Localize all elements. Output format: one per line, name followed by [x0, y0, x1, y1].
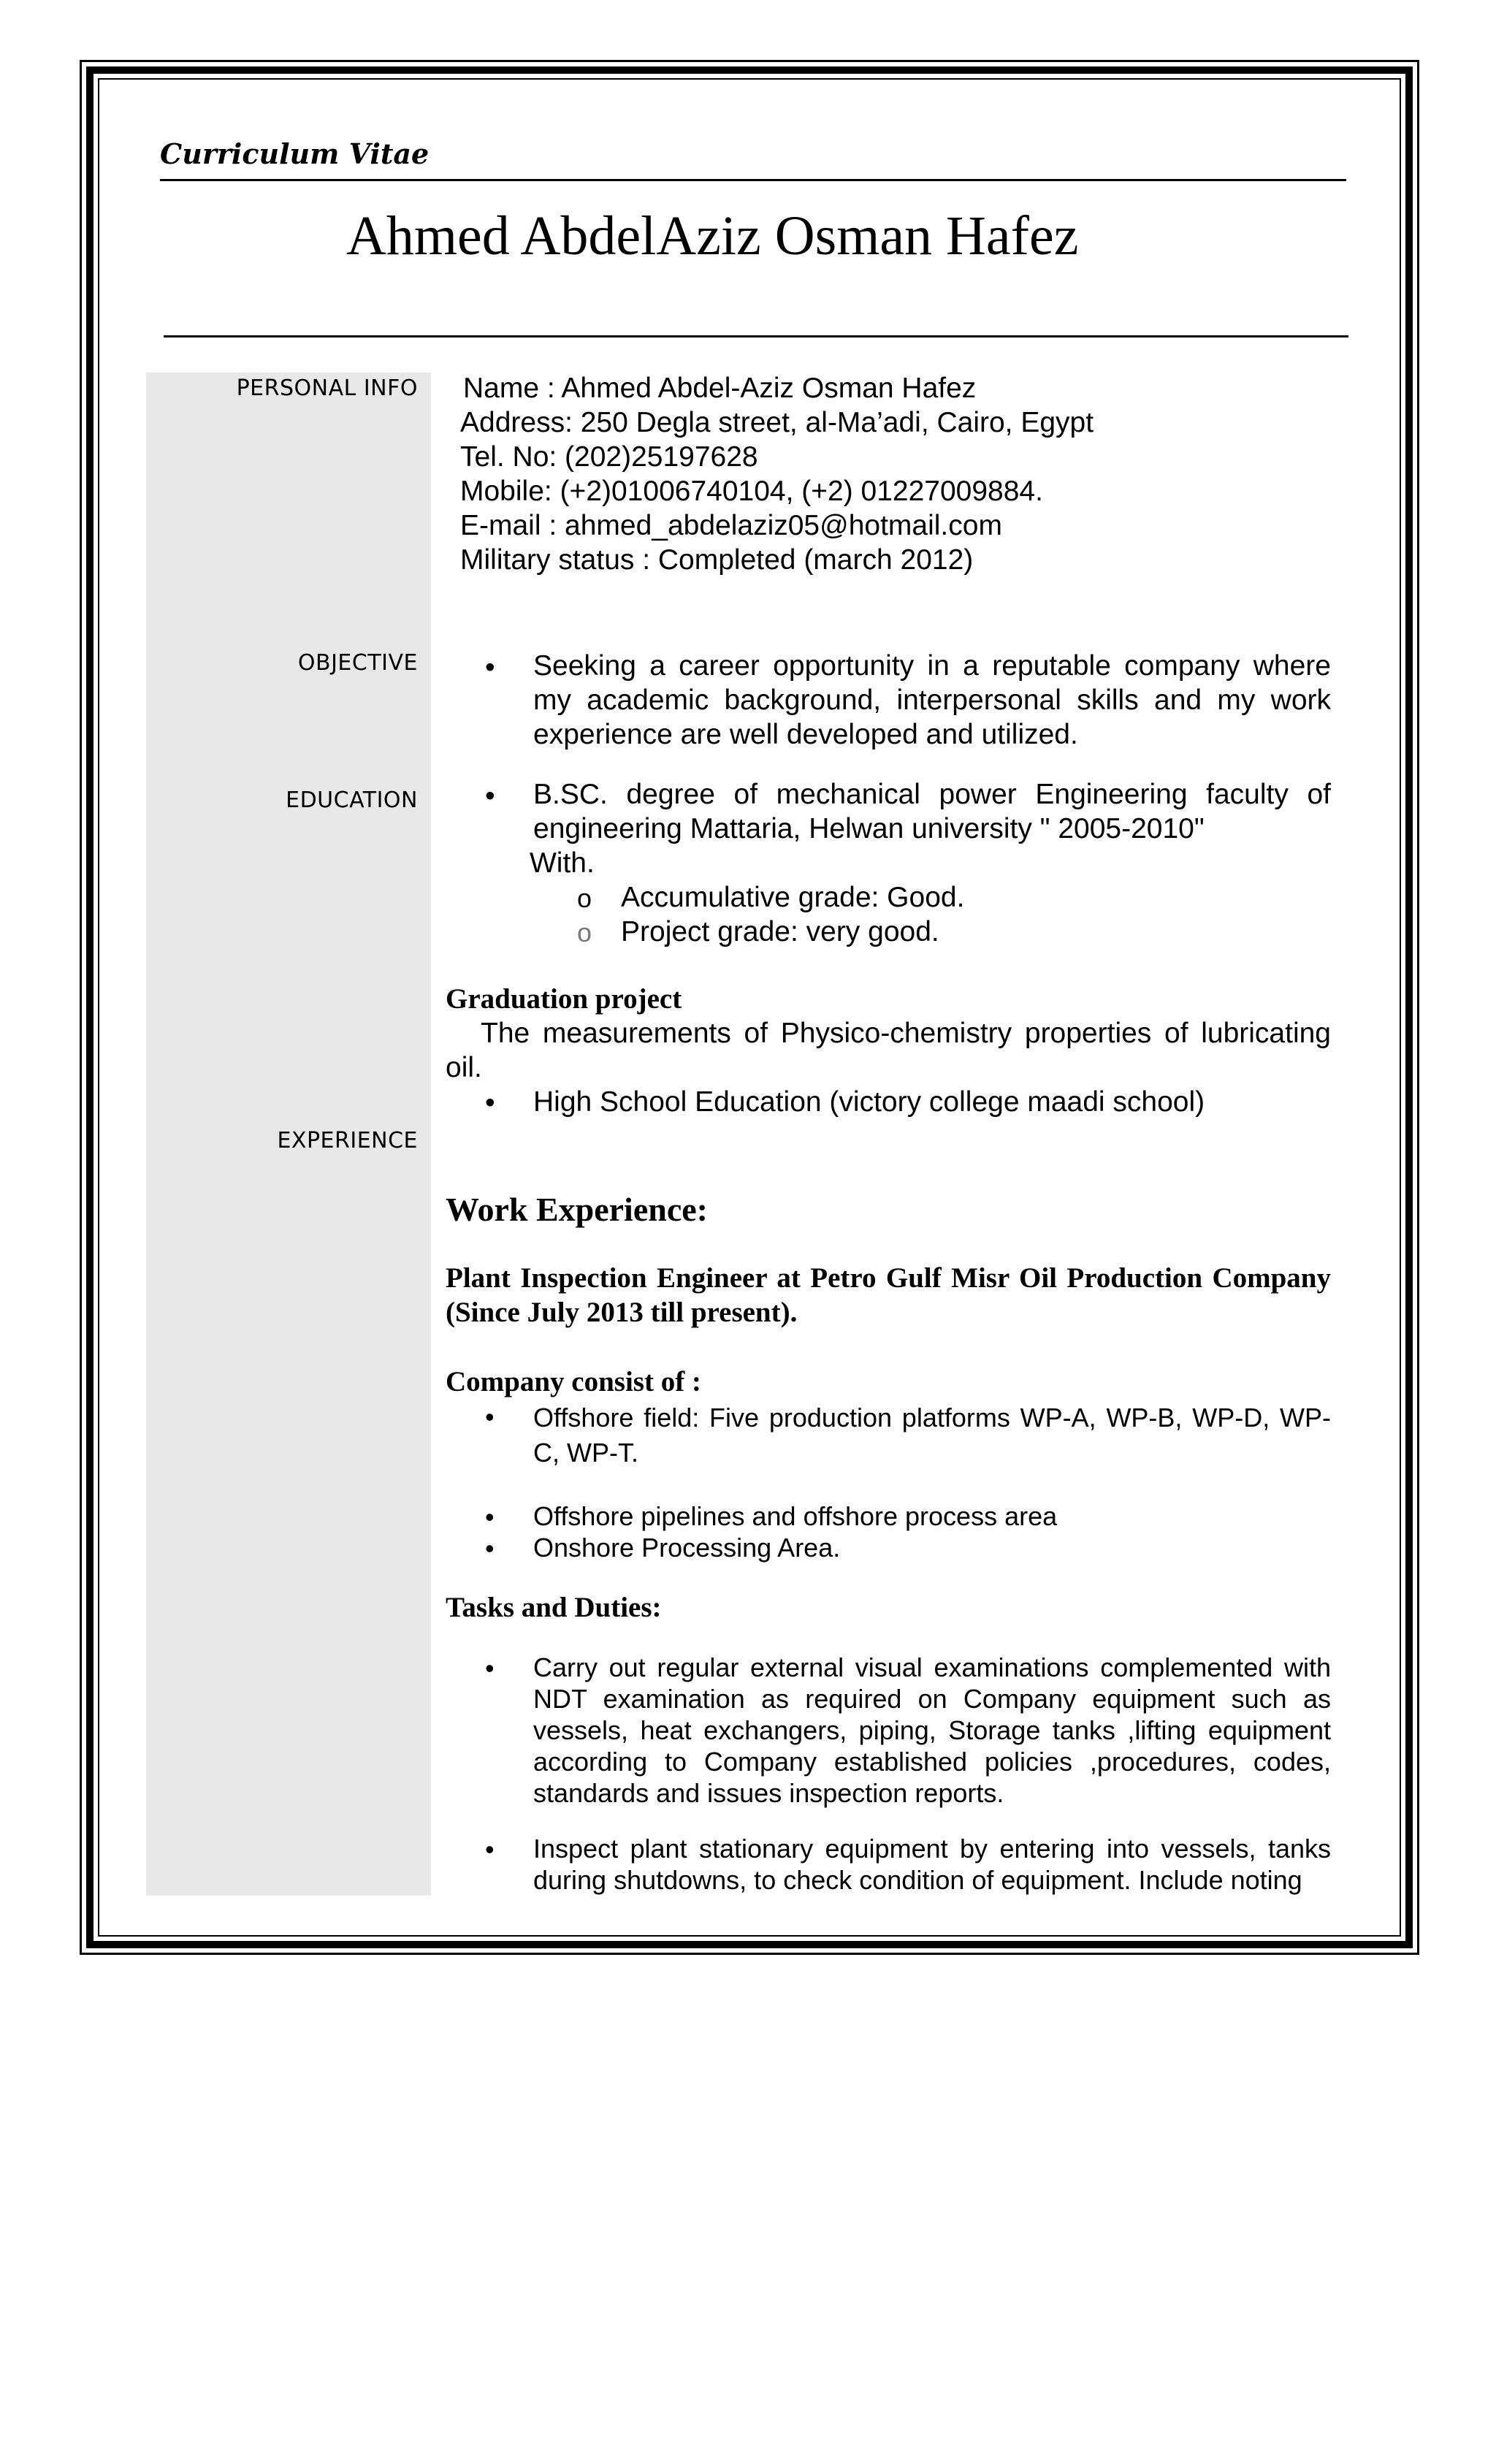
section-label-education: EDUCATION [286, 787, 418, 813]
company-bullet-1: • [485, 1402, 495, 1432]
cv-label: Curriculum Vitae [160, 137, 430, 170]
graduation-project-text: The measurements of Physico-chemistry properties of lubricating oil. [446, 1018, 1331, 1083]
header-rule-top [160, 179, 1346, 181]
full-name-title: Ahmed AbdelAziz Osman Hafez [346, 205, 1079, 267]
section-label-objective: OBJECTIVE [297, 650, 418, 676]
job-title: Plant Inspection Engineer at Petro Gulf Misr Oil Production Company (Since July 2013 till present). [446, 1262, 1331, 1328]
accumulative-grade: Accumulative grade: Good. [621, 882, 965, 913]
task-bullet-1: • [485, 1653, 495, 1683]
task-bullet-2: • [485, 1834, 495, 1864]
company-item-onshore: Onshore Processing Area. [533, 1533, 841, 1563]
objective-text: Seeking a career opportunity in a reputable company where my academic background, interpersonal skills and my work experience are well developed and utilized. [533, 650, 1331, 750]
personal-address: Address: 250 Degla street, al-Ma’adi, Cairo, Egypt [460, 407, 1094, 438]
tasks-heading: Tasks and Duties: [446, 1592, 662, 1623]
personal-tel: Tel. No: (202)25197628 [460, 441, 758, 473]
education-with: With. [530, 847, 595, 879]
work-experience-heading: Work Experience: [446, 1191, 708, 1228]
personal-name: Name : Ahmed Abdel-Aziz Osman Hafez [463, 373, 977, 404]
section-label-personal-info: PERSONAL INFO [236, 375, 418, 401]
education-degree: B.SC. degree of mechanical power Engineering faculty of engineering Mattaria, Helwan university " 2005-2010" [533, 779, 1331, 844]
company-bullet-3: • [485, 1533, 495, 1563]
task-visual-examinations: Carry out regular external visual examinations complemented with NDT examination as required on Company equipment such as vessels, heat exchangers, piping, Storage tanks ,lifting equipment according to Company established policies ,procedures, codes, standards and issues inspection reports. [533, 1652, 1331, 1808]
high-school-text: High School Education (victory college maadi school) [533, 1086, 1205, 1118]
project-grade: Project grade: very good. [621, 916, 939, 947]
task-inspect-equipment: Inspect plant stationary equipment by entering into vessels, tanks during shutdowns, to check condition of equipment. Include noting [533, 1834, 1331, 1895]
section-label-experience: EXPERIENCE [277, 1128, 418, 1153]
header-rule-bottom [164, 335, 1348, 337]
high-school-bullet: • [485, 1087, 495, 1118]
grade-circle-1: o [577, 883, 592, 913]
personal-email: E-mail : ahmed_abdelaziz05@hotmail.com [460, 510, 1002, 541]
personal-military: Military status : Completed (march 2012) [460, 544, 974, 576]
company-consist-heading: Company consist of : [446, 1366, 701, 1397]
education-bullet: • [485, 780, 495, 812]
company-bullet-2: • [485, 1502, 495, 1532]
company-item-pipelines: Offshore pipelines and offshore process area [533, 1501, 1058, 1531]
personal-mobile: Mobile: (+2)01006740104, (+2) 01227009884. [460, 476, 1043, 507]
grade-circle-2: o [577, 918, 592, 947]
graduation-project-title: Graduation project [446, 983, 682, 1015]
objective-bullet: • [485, 652, 495, 683]
company-item-offshore-field: Offshore field: Five production platforms WP-A, WP-B, WP-D, WP-C, WP-T. [533, 1403, 1331, 1468]
